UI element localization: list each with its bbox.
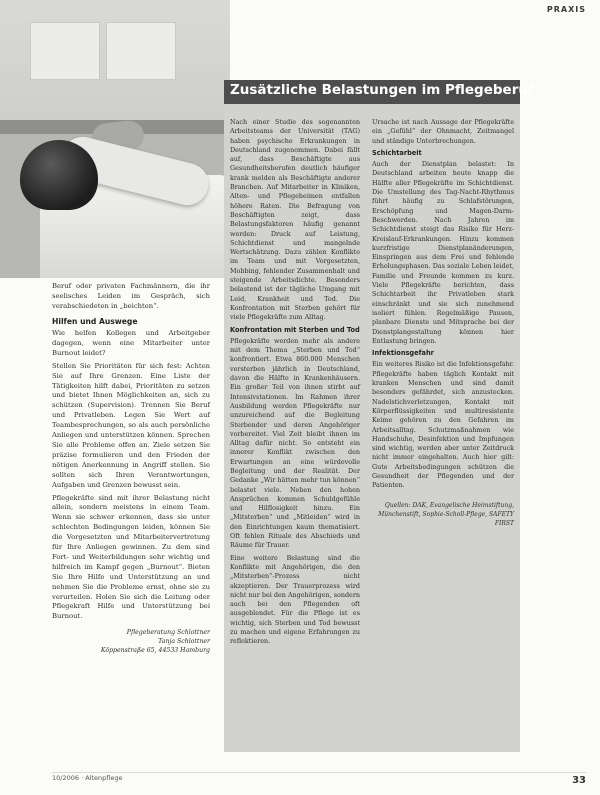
signature-name: Tanja Schlottner <box>158 638 210 646</box>
cabinet-left <box>30 22 100 80</box>
right-paragraph-1: Ursache ist nach Aussage der Pflegekräfte ein „Gefühl“ der Ohnmacht, Zeitmangel und ständige Unterbrechungen. <box>372 118 514 145</box>
footer-rule <box>52 772 586 773</box>
cabinet-right <box>106 22 176 80</box>
signature <box>52 628 210 655</box>
column-right <box>372 118 514 528</box>
middle-paragraph-1: Nach einer Studie des sogenannten Arbeitsteams der Universität (TAG) haben psychische Erkrankungen in Deutschland zugenommen. Dabei fällt auf, dass Beschäftigte aus Gesundheitsberufen deutlich häufiger krank melden als Beschäftigte anderer Branchen. Auf Mitarbeiter in Kliniken, Alten- und Pflegeheimen entfallen höhere Raten. Die Befragung von Beschäftigten zeigt, dass Belastungsfaktoren häufig genannt werden: Druck auf Leistung, Schichtdienst und mangelnde Wertschätzung. Dazu zählen Konflikte im Team und mit Vorgesetzten, Mobbing, fehlender Zusammenhalt und steigende Arbeitsdichte. Besonders belastend ist der tägliche Umgang mit Leid, Krankheit und Tod. Die Konfrontation mit Sterben gehört für viele Pflegekräfte zum Alltag. <box>230 118 360 322</box>
left-paragraph-2: Stellen Sie Prioritäten für sich fest: Achten Sie auf Ihre Grenzen. Eine Liste der Tätigkeiten hilft dabei, Prioritäten zu setzen und bietet Ihnen Möglichkeiten an, sich zu schützen (Supervision). Trennen Sie Beruf und Privatleben. Legen Sie Wert auf Teambesprechungen, so als auch persönliche Anliegen und unterstützen können. Sprechen Sie alle Probleme offen an. Ziele setzen Sie präzise formulieren und den Frieden der nötigen Anerkennung in Angriff stellen. Sie sollten sich Ihren Verantwortungen, Aufgaben und Grenzen bewusst sein. <box>52 361 210 489</box>
right-paragraph-2: Auch der Dienstplan belastet: In Deutschland arbeiten heute knapp die Hälfte aller Pflegekräfte im Schichtdienst. Die Umstellung des Tag-Nacht-Rhythmus führt häufig zu Schlafstörungen, Erschöpfung und Magen-Darm-Beschwerden. Nach Jahren im Schichtdienst steigt das Risiko für Herz-Kreislauf-Erkrankungen. Hinzu kommen kurzfristige Dienstplanänderungen, Einspringen aus dem Frei und fehlende Erholungsphasen. Das soziale Leben leidet, Familie und Freunde kommen zu kurz. Viele Pflegekräfte berichten, dass Schichtarbeit ihr Privatleben stark einschränkt und sie sich zunehmend isoliert fühlen. Regelmäßige Pausen, planbare Dienste und Mitsprache bei der Dienstplangestaltung können hier Entlastung bringen. <box>372 160 514 345</box>
page-number: 33 <box>572 775 586 786</box>
middle-paragraph-3: Eine weitere Belastung sind die Konflikte mit Angehörigen, die den „Mitsterben“-Prozess nicht akzeptieren. Der Trauerprozess wird nicht nur bei den Angehörigen, sondern auch bei den Pflegenden oft ausgeblendet. Für die Pflege ist es wichtig, sich Sterben und Tod bewusst zu machen und eigene Erfahrungen zu reflektieren. <box>230 553 360 646</box>
column-middle <box>230 118 360 650</box>
middle-heading: Konfrontation mit Sterben und Tod <box>230 325 360 334</box>
article-photo <box>0 0 230 278</box>
middle-paragraph-2: Pflegekräfte werden mehr als andere mit dem Thema „Sterben und Tod“ konfrontiert. Etwa 860.000 Menschen versterben jährlich in Deutschland, davon die Hälfte in Krankenhäusern. Ein großer Teil von ihnen stirbt auf Intensivstationen. Im Rahmen ihrer Ausbildung werden Pflegekräfte nur unzureichend auf die Begleitung Sterbender und deren Angehöriger vorbereitet. Viel Zeit bleibt ihnen im Alltag dafür nicht. So entsteht ein innerer Konflikt zwischen den Erwartungen an eine würdevolle Begleitung und der Realität. Der Gedanke „Wir hätten mehr tun können“ belastet viele. Neben den hohen Ansprüchen kommen Schuldgefühle und Hilflosigkeit hinzu. Ein „Mitsterben“ und „Mitleiden“ wird in den Einrichtungen kaum thematisiert. Oft fehlen Rituale des Abschieds und Räume für Trauer. <box>230 336 360 550</box>
right-paragraph-3: Ein weiteres Risiko ist die Infektionsgefahr. Pflegekräfte haben täglich Kontakt mit kranken Menschen und sind damit besonders gefährdet, sich anzustecken. Nadelstichverletzungen, Kontakt mit Körperflüssigkeiten und multiresistente Keime gehören zu den Gefahren im Arbeitsalltag. Schutzmaßnahmen wie Handschuhe, Desinfektion und Impfungen sind wichtig, werden aber unter Zeitdruck nicht immer eingehalten. Auch hier gilt: Gute Arbeitsbedingungen schützen die Gesundheit der Pflegenden und der Patienten. <box>372 360 514 490</box>
signature-org: Pflegeberatung Schlottner <box>126 629 210 637</box>
article-title: Zusätzliche Belastungen im Pflegeberuf <box>230 82 534 98</box>
footer-issue: 10/2006 · Altenpflege <box>52 774 123 782</box>
section-label: PRAXIS <box>546 5 586 14</box>
signature-address: Köppenstraße 65, 44533 Hamburg <box>100 647 210 655</box>
column-left <box>52 282 210 655</box>
sources: Quellen: DAK, Evangelische Heimstiftung, Münchenstift, Sophie-Scholl-Pflege, SAFETY FIRST <box>378 501 514 527</box>
left-heading: Hilfen und Auswege <box>52 316 138 326</box>
head <box>20 140 98 210</box>
left-paragraph-1: Wie helfen Kollegen und Arbeitgeber dagegen, wenn eine Mitarbeiter unter Burnout leidet? <box>52 329 210 357</box>
right-heading-2: Infektionsgefahr <box>372 349 434 358</box>
right-heading-1: Schichtarbeit <box>372 148 422 157</box>
left-paragraph-3: Pflegekräfte sind mit ihrer Belastung nicht allein, sondern meistens in einem Team. Wenn sie schwer erkennen, dass sie unter schlechten Bedingungen leiden, können Sie die Vorgesetzten und Mitarbeitervertretung für Ihre Anliegen gewinnen. Zu dem sind Fort- und Weiterbildungen sehr wichtig und hilfreich im Kampf gegen „Burnout“. Bieten Sie Ihre Hilfe und Unterstützung an und nehmen Sie die Probleme ernst, ohne sie zu verurteilen. Holen Sie sich die Leitung oder Pflegekraft Hilfe und Unterstützung bei Burnout. <box>52 493 210 621</box>
left-intro: Beruf oder privaten Fachmännern, die ihr seelisches Leiden im Gespräch, sich verabschiedeten in „beichten“. <box>52 282 210 310</box>
